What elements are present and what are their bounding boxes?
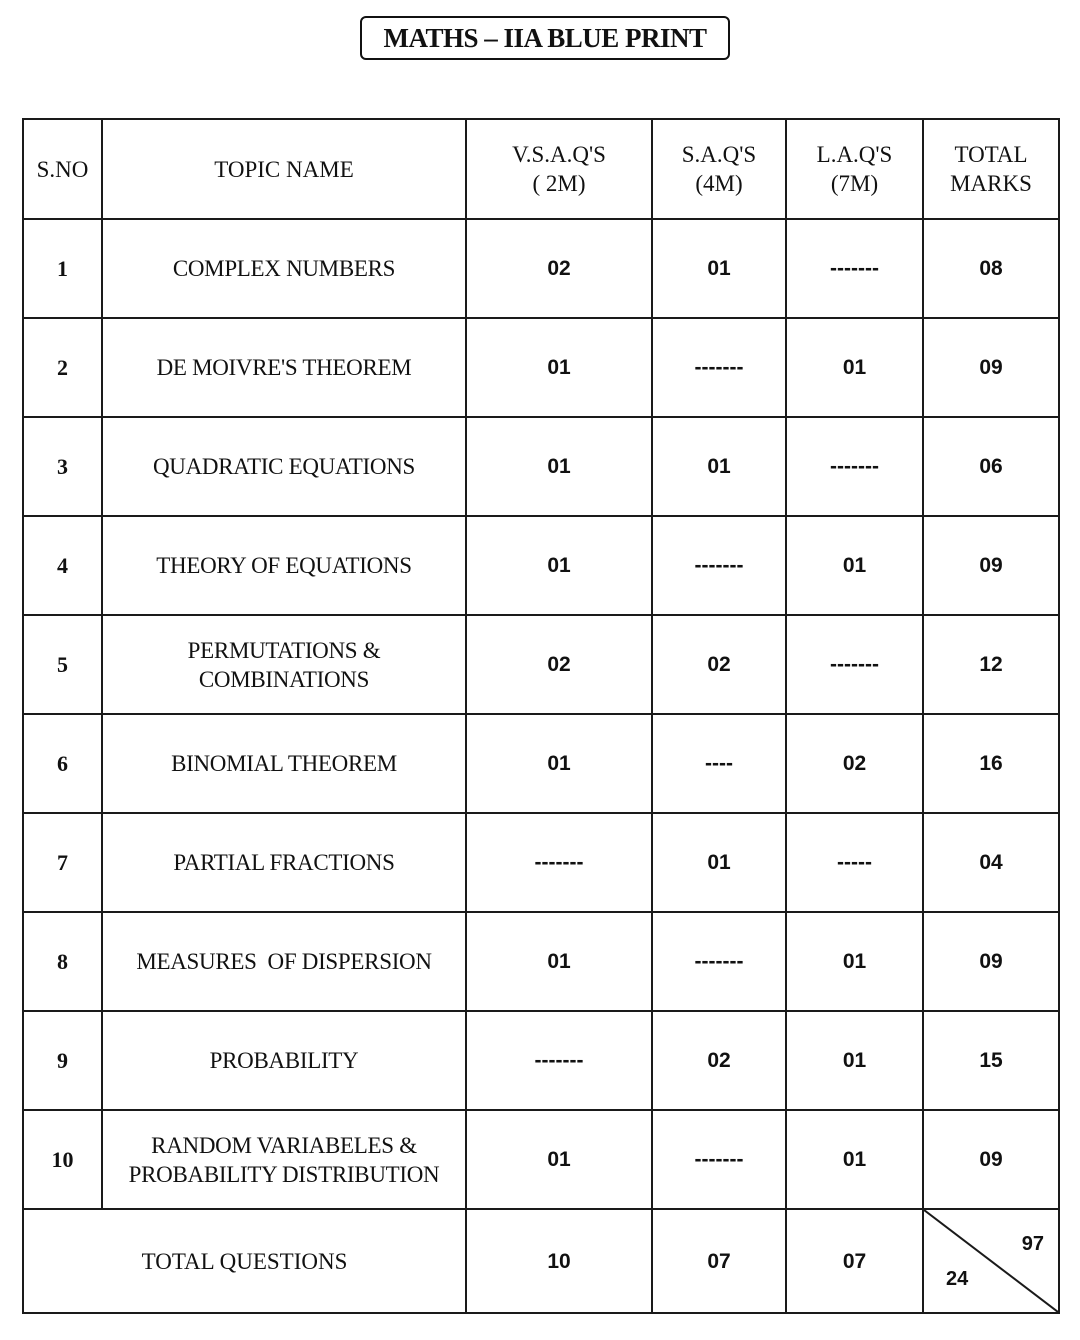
- header-saq-line1: S.A.Q'S: [681, 142, 757, 167]
- header-saq: [652, 119, 786, 219]
- row-topic: [102, 615, 466, 714]
- row-topic: [102, 219, 466, 318]
- blue-print-table: [22, 118, 1060, 1314]
- row-saq: 01: [652, 417, 786, 516]
- row-total: 09: [923, 912, 1059, 1011]
- row-sno: 4: [23, 516, 102, 615]
- row-total: 12: [923, 615, 1059, 714]
- row-sno: 6: [23, 714, 102, 813]
- row-topic-line1: PROBABILITY: [209, 1048, 359, 1073]
- table-row: [23, 714, 1059, 813]
- totals-marks-value: 97: [1021, 1233, 1044, 1255]
- diagonal-divider: [924, 1210, 1058, 1312]
- header-laq: [786, 119, 923, 219]
- totals-vsaq: 10: [466, 1209, 652, 1313]
- row-topic-line1: QUADRATIC EQUATIONS: [153, 454, 415, 479]
- row-topic: [102, 912, 466, 1011]
- table-row: [23, 1011, 1059, 1110]
- row-laq: 01: [786, 516, 923, 615]
- totals-questions-value: 24: [946, 1268, 969, 1290]
- row-saq: -------: [652, 1110, 786, 1209]
- row-saq: -------: [652, 516, 786, 615]
- header-laq-line2: (7M): [830, 171, 879, 196]
- row-laq: 01: [786, 318, 923, 417]
- row-vsaq: 01: [466, 318, 652, 417]
- row-topic-line1: MEASURES OF DISPERSION: [136, 949, 432, 974]
- row-vsaq: -------: [466, 813, 652, 912]
- row-laq: 01: [786, 912, 923, 1011]
- header-vsaq: [466, 119, 652, 219]
- row-laq: 01: [786, 1110, 923, 1209]
- row-laq: -------: [786, 219, 923, 318]
- row-total: 08: [923, 219, 1059, 318]
- row-total: 06: [923, 417, 1059, 516]
- row-sno: 9: [23, 1011, 102, 1110]
- row-topic-line1: PERMUTATIONS &: [187, 637, 381, 663]
- row-laq: -------: [786, 615, 923, 714]
- table-row: [23, 1110, 1059, 1209]
- row-vsaq: 01: [466, 516, 652, 615]
- row-topic-line1: DE MOIVRE'S THEOREM: [156, 355, 412, 380]
- table-header-row: [23, 119, 1059, 219]
- header-total-line2: MARKS: [950, 171, 1032, 196]
- totals-laq: 07: [786, 1209, 923, 1313]
- row-saq: ----: [652, 714, 786, 813]
- row-topic-line1: PARTIAL FRACTIONS: [173, 850, 395, 875]
- row-topic: [102, 417, 466, 516]
- row-topic-line2: COMBINATIONS: [198, 666, 370, 692]
- header-saq-line2: (4M): [695, 171, 743, 196]
- row-saq: 02: [652, 615, 786, 714]
- row-sno: 3: [23, 417, 102, 516]
- row-topic-line2: PROBABILITY DISTRIBUTION: [128, 1161, 440, 1187]
- table-row: [23, 615, 1059, 714]
- row-vsaq: 01: [466, 912, 652, 1011]
- header-total-marks: [923, 119, 1059, 219]
- row-topic: [102, 813, 466, 912]
- row-saq: 01: [652, 219, 786, 318]
- table-row: [23, 813, 1059, 912]
- table-row: [23, 516, 1059, 615]
- row-total: 04: [923, 813, 1059, 912]
- row-topic: [102, 318, 466, 417]
- totals-diagonal-cell: [923, 1209, 1059, 1313]
- row-sno: 2: [23, 318, 102, 417]
- row-saq: 01: [652, 813, 786, 912]
- row-topic-line1: RANDOM VARIABELES &: [151, 1132, 417, 1158]
- table-row: [23, 219, 1059, 318]
- row-total: 15: [923, 1011, 1059, 1110]
- row-topic: [102, 714, 466, 813]
- row-laq: 02: [786, 714, 923, 813]
- row-sno: 5: [23, 615, 102, 714]
- row-sno: 1: [23, 219, 102, 318]
- row-vsaq: 02: [466, 615, 652, 714]
- row-saq: -------: [652, 912, 786, 1011]
- row-laq: -----: [786, 813, 923, 912]
- row-laq: -------: [786, 417, 923, 516]
- page-title: MATHS – IIA BLUE PRINT: [360, 16, 730, 60]
- row-sno: 10: [23, 1110, 102, 1209]
- row-topic-line1: BINOMIAL THEOREM: [171, 751, 397, 776]
- totals-row: [23, 1209, 1059, 1313]
- header-laq-line1: L.A.Q'S: [816, 142, 893, 167]
- row-laq: 01: [786, 1011, 923, 1110]
- row-topic: [102, 516, 466, 615]
- row-topic: [102, 1110, 466, 1209]
- row-total: 09: [923, 516, 1059, 615]
- row-vsaq: 01: [466, 1110, 652, 1209]
- header-vsaq-line2: ( 2M): [532, 171, 586, 196]
- table-row: [23, 912, 1059, 1011]
- header-topic: TOPIC NAME: [102, 119, 466, 219]
- header-total-line1: TOTAL: [954, 142, 1028, 167]
- row-sno: 8: [23, 912, 102, 1011]
- header-sno: S.NO: [23, 119, 102, 219]
- row-topic-line1: COMPLEX NUMBERS: [172, 256, 396, 281]
- row-total: 09: [923, 318, 1059, 417]
- table-row: [23, 417, 1059, 516]
- row-total: 09: [923, 1110, 1059, 1209]
- row-saq: 02: [652, 1011, 786, 1110]
- table-row: [23, 318, 1059, 417]
- row-saq: -------: [652, 318, 786, 417]
- row-vsaq: 02: [466, 219, 652, 318]
- totals-saq: 07: [652, 1209, 786, 1313]
- row-vsaq: 01: [466, 714, 652, 813]
- row-topic-line1: THEORY OF EQUATIONS: [156, 553, 412, 578]
- row-total: 16: [923, 714, 1059, 813]
- header-vsaq-line1: V.S.A.Q'S: [512, 142, 606, 167]
- row-sno: 7: [23, 813, 102, 912]
- row-topic: [102, 1011, 466, 1110]
- totals-label: TOTAL QUESTIONS: [23, 1209, 466, 1313]
- row-vsaq: 01: [466, 417, 652, 516]
- row-vsaq: -------: [466, 1011, 652, 1110]
